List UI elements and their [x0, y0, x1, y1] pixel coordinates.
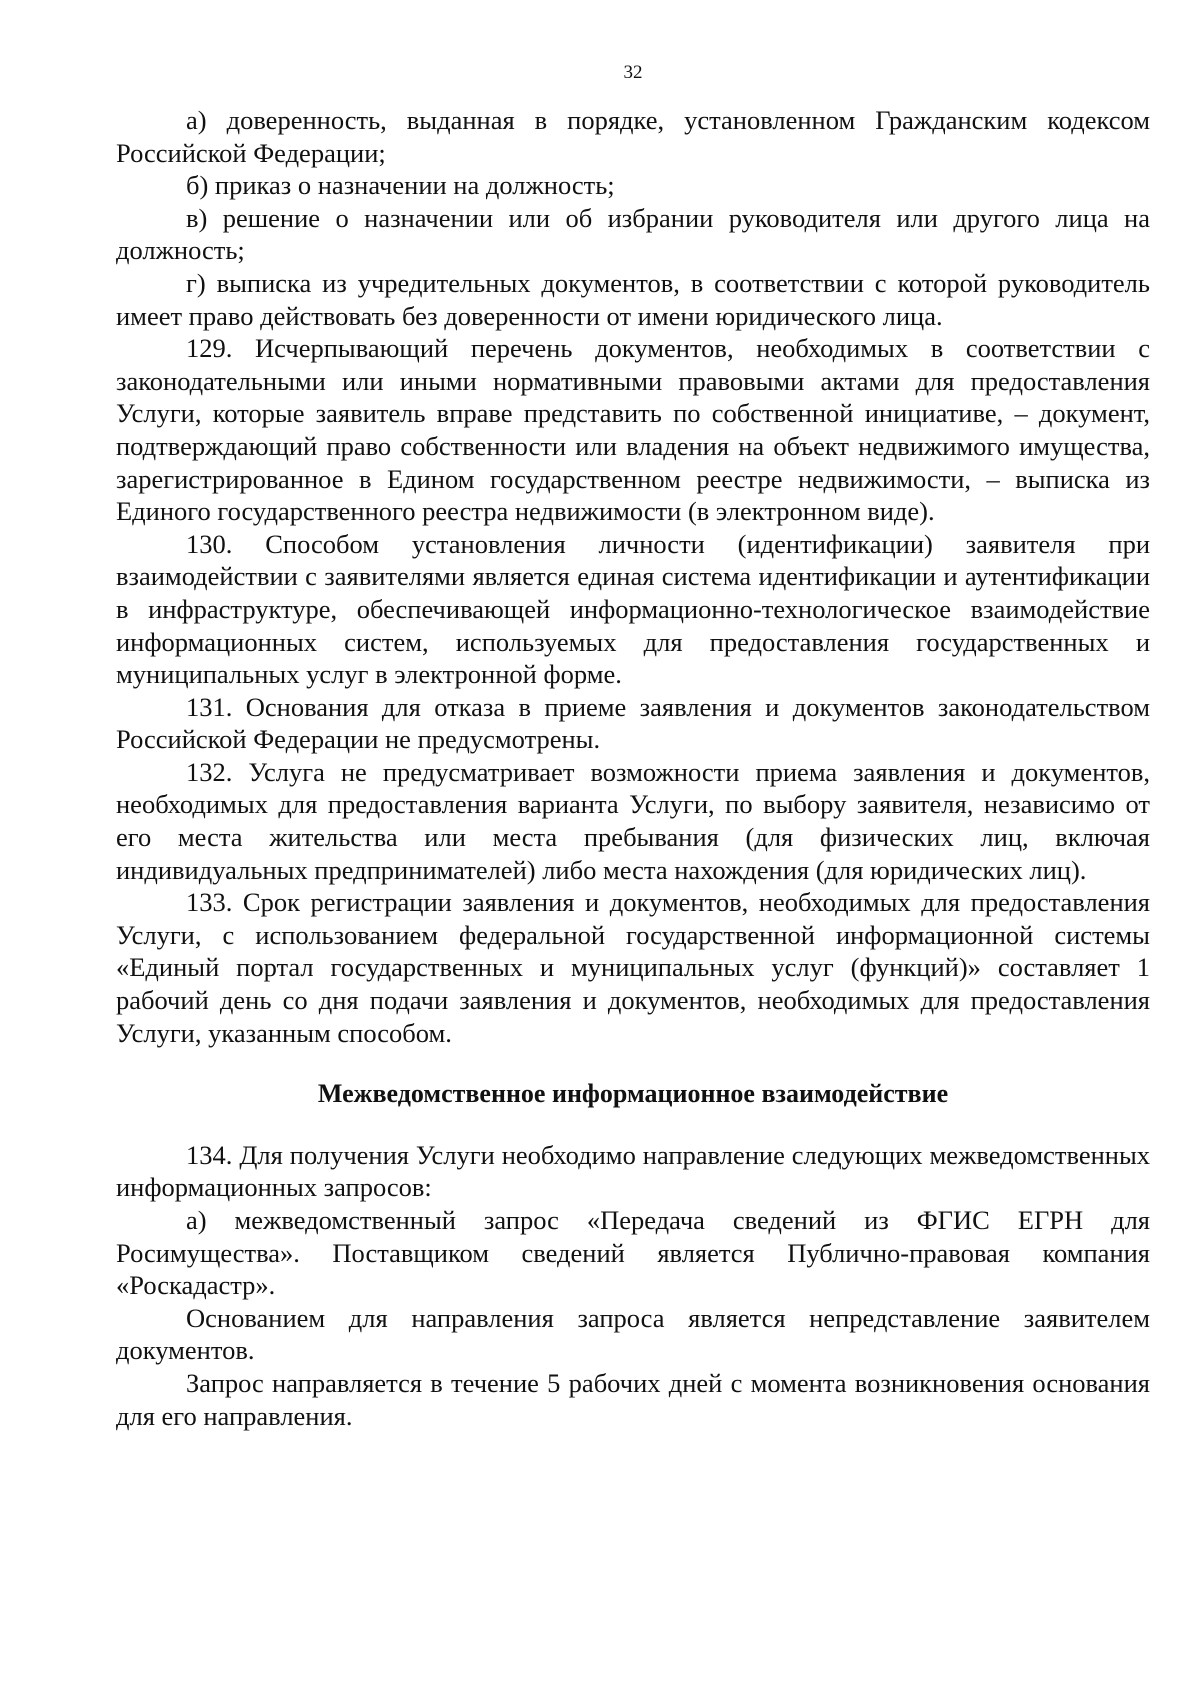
- paragraph-a-power-of-attorney: а) доверенность, выданная в порядке, установленном Гражданским кодексом Российской Федерации;: [116, 105, 1150, 168]
- paragraph-request-deadline: Запрос направляется в течение 5 рабочих дней с момента возникновения основания для его направления.: [116, 1367, 1150, 1431]
- page-number: 32: [623, 62, 643, 83]
- document-page: [116, 62, 1150, 1432]
- paragraph-b-appointment-order: б) приказ о назначении на должность;: [186, 170, 615, 201]
- paragraph-134-a-interagency-request: а) межведомственный запрос «Передача сведений из ФГИС ЕГРН для Росимущества». Поставщиком сведений является Публично-правовая компания «Роскадастр».: [116, 1205, 1150, 1301]
- paragraph-134: 134. Для получения Услуги необходимо направление следующих межведомственных информационных запросов:: [116, 1139, 1150, 1203]
- paragraph-g-founding-documents-extract: г) выписка из учредительных документов, в соответствии с которой руководитель имеет право действовать без доверенности от имени юридического лица.: [116, 267, 1150, 331]
- paragraph-131: 131. Основания для отказа в приеме заявления и документов законодательством Российской Федерации не предусмотрены.: [116, 691, 1150, 755]
- paragraph-v-appointment-decision: в) решение о назначении или об избрании руководителя или другого лица на должность;: [116, 202, 1150, 266]
- paragraph-129: 129. Исчерпывающий перечень документов, необходимых в соответствии с законодательными или иными нормативными правовыми актами для предоставления Услуги, которые заявитель вправе представить по собственной инициативе, – документ, подтверждающий право собственности или владения на объект недвижимого имущества, зарегистрированное в Едином государственном реестре недвижимости, – выписка из Единого государственного реестра недвижимости (в электронном виде).: [116, 333, 1150, 527]
- paragraph-130: 130. Способом установления личности (идентификации) заявителя при взаимодействии с заявителями является единая система идентификации и аутентификации в инфраструктуре, обеспечивающей информационно-технологическое взаимодействие информационных систем, используемых для предоставления государственных и муниципальных услуг в электронной форме.: [116, 528, 1150, 690]
- paragraph-133: 133. Срок регистрации заявления и документов, необходимых для предоставления Услуги, с использованием федеральной государственной информационной системы «Единый портал государственных и муниципальных услуг (функций)» составляет 1 рабочий день со дня подачи заявления и документов, необходимых для предоставления Услуги, указанным способом.: [116, 887, 1150, 1048]
- paragraph-request-basis: Основанием для направления запроса является непредставление заявителем документов.: [116, 1302, 1150, 1366]
- section-heading: Межведомственное информационное взаимодействие: [317, 1079, 949, 1109]
- paragraph-132: 132. Услуга не предусматривает возможности приема заявления и документов, необходимых для предоставления варианта Услуги, по выбору заявителя, независимо от его места жительства или места пребывания (для физических лиц, включая индивидуальных предпринимателей) либо места нахождения (для юридических лиц).: [116, 756, 1150, 885]
